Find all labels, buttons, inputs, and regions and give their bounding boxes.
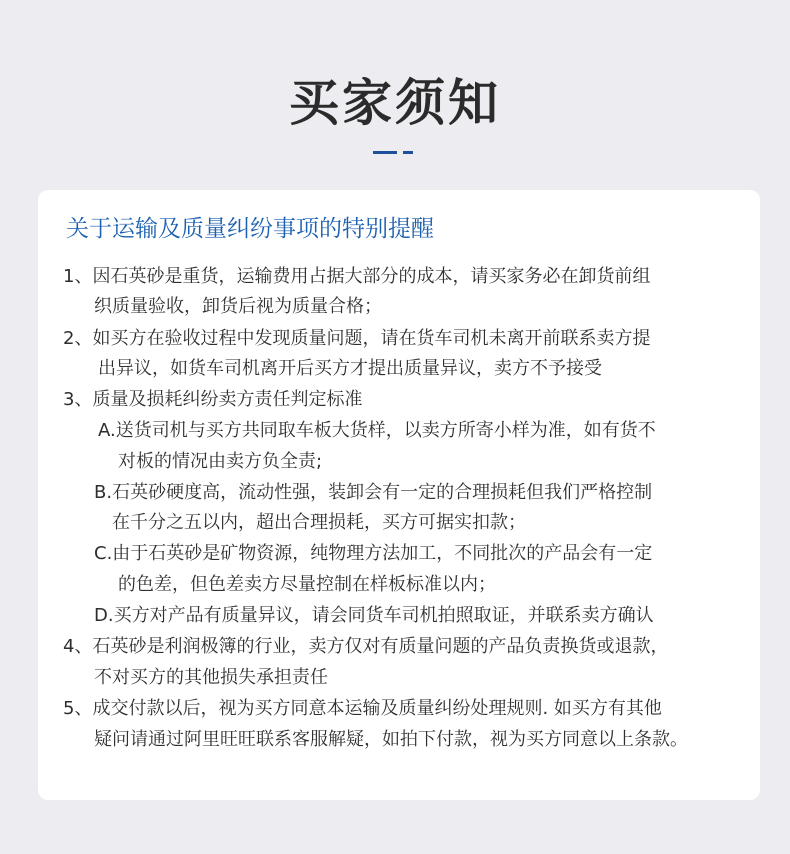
notice-line-1a: 1、因石英砂是重货，运输费用占据大部分的成本，请买家务必在卸货前组 <box>63 266 651 287</box>
notice-line-1b: 织质量验收，卸货后视为质量合格； <box>94 296 382 317</box>
notice-line-3d: D.买方对产品有质量异议，请会同货车司机拍照取证，并联系卖方确认 <box>94 605 654 626</box>
notice-line-4a: 4、石英砂是利润极簿的行业，卖方仅对有质量问题的产品负责换货或退款， <box>63 636 669 657</box>
notice-line-5b: 疑问请通过阿里旺旺联系客服解疑，如拍下付款，视为买方同意以上条款。 <box>94 729 688 750</box>
page-title: 买家须知 <box>289 74 501 132</box>
notice-line-5a: 5、成交付款以后，视为买方同意本运输及质量纠纷处理规则. 如买方有其他 <box>63 698 662 719</box>
notice-line-3a-2: 对板的情况由卖方负全责; <box>118 451 323 472</box>
underline-long-segment <box>373 151 397 154</box>
notice-line-3b-1: B.石英砂硬度高，流动性强，装卸会有一定的合理损耗但我们严格控制 <box>94 482 653 503</box>
title-underline-decoration <box>373 151 413 154</box>
notice-card <box>38 190 760 800</box>
notice-line-4b: 不对买方的其他损失承担责任 <box>94 667 328 688</box>
card-heading: 关于运输及质量纠纷事项的特别提醒 <box>66 216 434 242</box>
underline-short-segment <box>403 151 413 154</box>
notice-line-3c-1: C.由于石英砂是矿物资源，纯物理方法加工，不同批次的产品会有一定 <box>94 543 653 564</box>
notice-line-3b-2: 在千分之五以内，超出合理损耗，买方可据实扣款； <box>112 512 526 533</box>
notice-line-3: 3、质量及损耗纠纷卖方责任判定标准 <box>63 389 363 410</box>
notice-line-2b: 出异议，如货车司机离开后买方才提出质量异议，卖方不予接受 <box>98 358 602 379</box>
notice-line-2a: 2、如买方在验收过程中发现质量问题，请在货车司机未离开前联系卖方提 <box>63 328 651 349</box>
notice-line-3a-1: A.送货司机与买方共同取车板大货样，以卖方所寄小样为准，如有货不 <box>98 420 656 441</box>
notice-line-3c-2: 的色差，但色差卖方尽量控制在样板标准以内； <box>118 574 496 595</box>
